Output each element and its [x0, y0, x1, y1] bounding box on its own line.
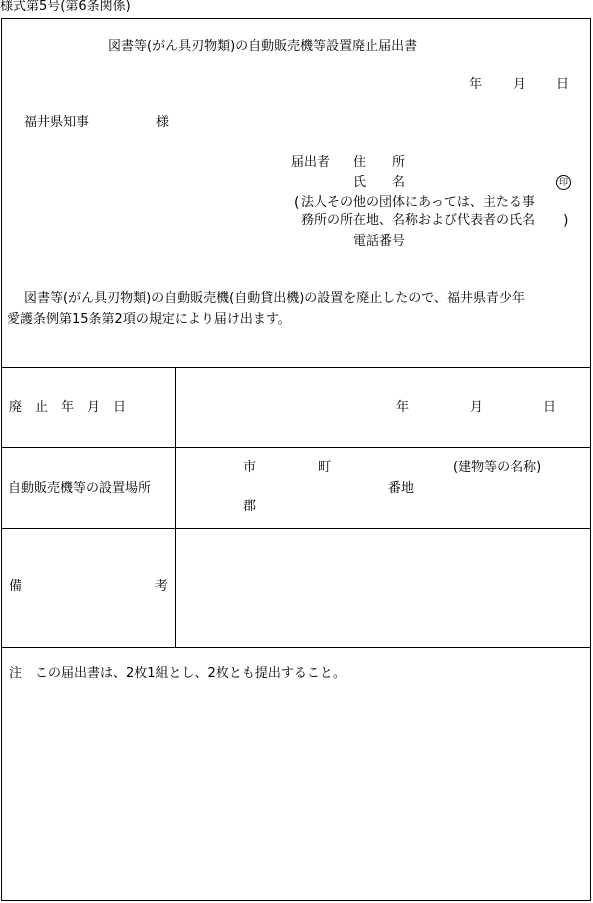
abolition-date-label: 廃 止 年 月 日	[9, 400, 127, 415]
applicant-note-line2: 務所の所在地、名称および代表者の氏名	[301, 213, 536, 228]
date-year-label: 年	[469, 77, 483, 92]
body-text-line1: 図書等(がん具刃物類)の自動販売機(自動貸出機)の設置を廃止したので、福井県青少年	[24, 291, 526, 306]
location-banchi: 番地	[388, 481, 415, 496]
row-rule-1	[1, 447, 591, 448]
applicant-note-line1: 法人その他の団体にあっては、主たる事	[301, 195, 535, 210]
remarks-label-left: 備	[9, 579, 23, 594]
date-month-label: 月	[513, 77, 527, 92]
footnote: 注 この届出書は、2枚1組とし、2枚とも提出すること。	[9, 666, 346, 681]
row-rule-3	[1, 647, 591, 648]
addressee-name: 福井県知事	[24, 115, 90, 130]
abolition-day: 日	[543, 400, 557, 415]
column-divider	[175, 367, 176, 647]
location-label: 自動販売機等の設置場所	[8, 481, 152, 496]
body-text-line2: 愛護条例第15条第2項の規定により届け出ます。	[7, 312, 291, 327]
row-rule-2	[1, 528, 591, 529]
location-gun: 郡	[243, 499, 257, 514]
table-top-rule	[1, 367, 591, 368]
location-town: 町	[318, 460, 332, 475]
location-building: (建物等の名称)	[453, 460, 542, 475]
note-open-paren: (	[294, 195, 300, 211]
abolition-year: 年	[396, 400, 410, 415]
form-title: 図書等(がん具刃物類)の自動販売機等設置廃止届出書	[108, 39, 418, 54]
applicant-label: 届出者	[291, 155, 331, 170]
location-city: 市	[243, 460, 257, 475]
remarks-label-right: 考	[155, 579, 169, 594]
seal-mark: 印	[556, 175, 571, 190]
phone-label: 電話番号	[353, 234, 406, 249]
abolition-month: 月	[470, 400, 484, 415]
form-number: 様式第5号(第6条関係)	[0, 0, 131, 14]
addressee-honorific: 様	[156, 115, 170, 130]
address-label: 住 所	[353, 155, 406, 170]
name-label: 氏 名	[353, 175, 406, 190]
date-day-label: 日	[556, 77, 570, 92]
note-close-paren: )	[563, 213, 569, 229]
